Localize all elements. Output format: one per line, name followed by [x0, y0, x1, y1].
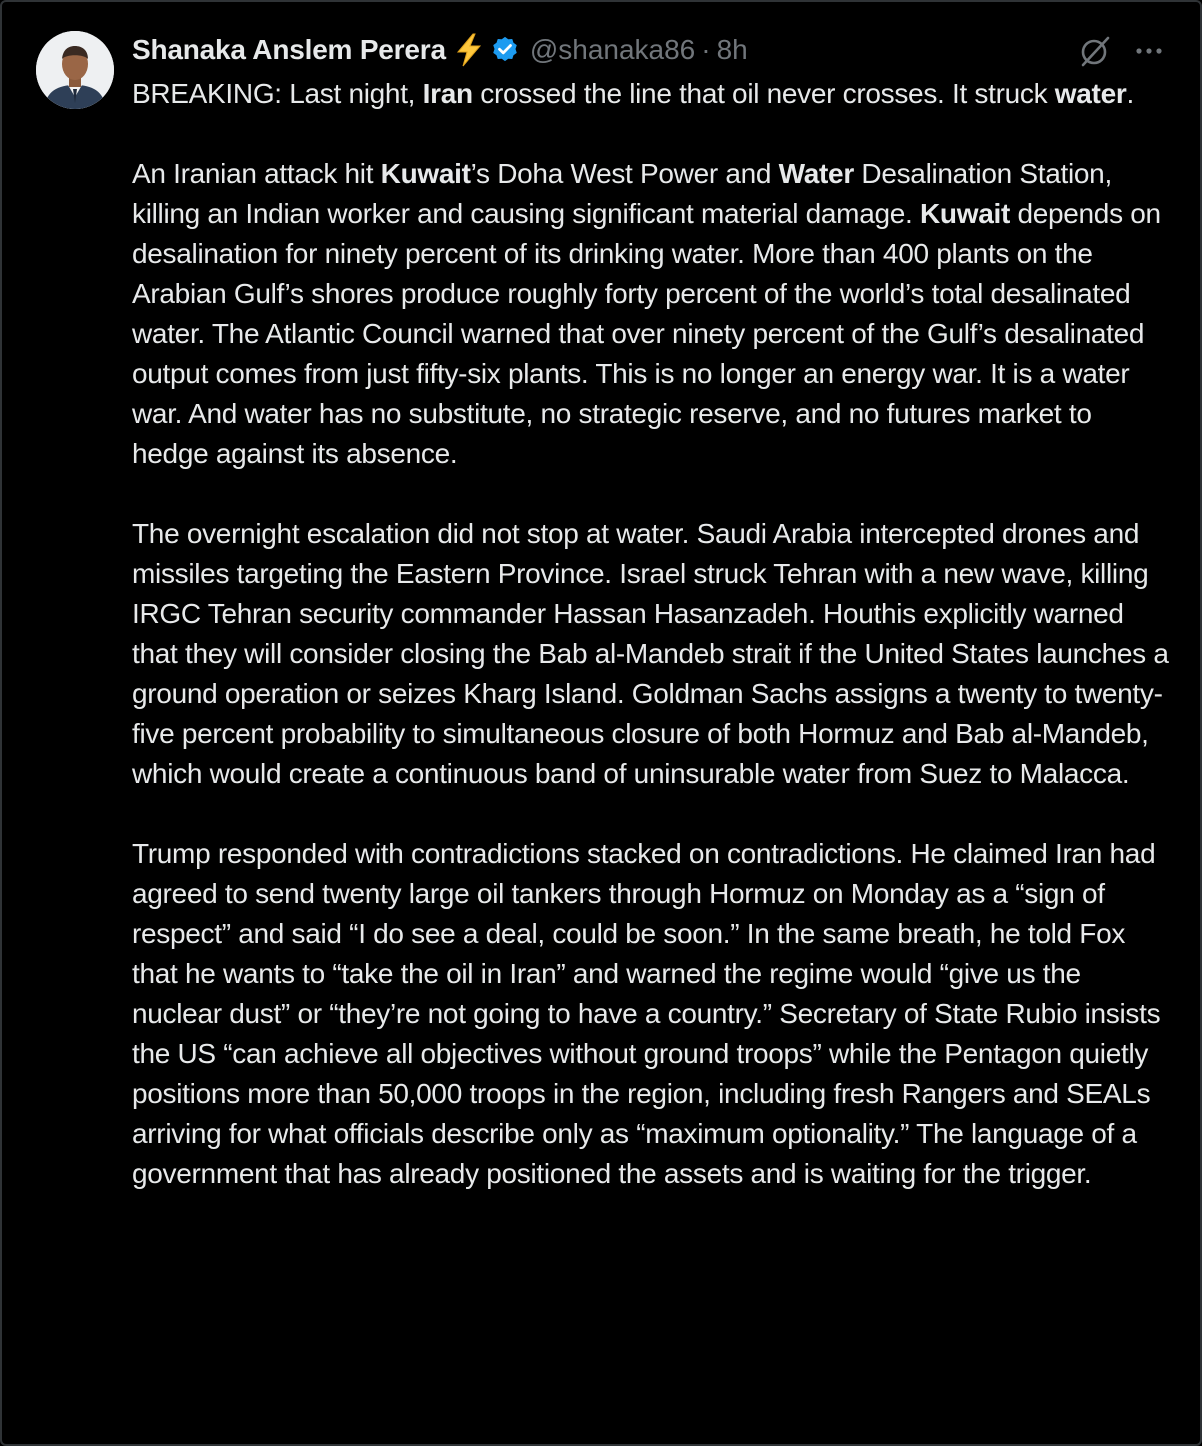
author-handle[interactable]: @shanaka86	[529, 34, 696, 65]
text-run: ’s Doha West Power and	[470, 158, 779, 189]
display-name[interactable]: Shanaka Anslem Perera	[132, 34, 446, 65]
text-run: BREAKING: Last night,	[132, 78, 423, 109]
text-run: .	[1126, 78, 1134, 109]
bold-text: Kuwait	[919, 198, 1010, 229]
tweet-header	[132, 28, 748, 72]
text-run: depends on desalination for ninety percent of its drinking water. More than 400 plants on the Arabian Gulf’s shores produce roughly forty percent of the world’s total desalinated water. The Atlantic Council warned that over ninety percent of the Gulf’s desalinated output comes from just fifty-six plants. This is no longer an energy war. It is a water war. And water has no substitute, no strategic reserve, and no futures market to hedge against its absence.	[132, 198, 1161, 469]
bold-text: water	[1054, 78, 1127, 109]
grok-icon[interactable]	[1078, 34, 1112, 68]
bold-text: Iran	[422, 78, 473, 109]
text-run: crossed the line that oil never crosses. It struck	[472, 78, 1055, 109]
bold-text: Kuwait	[380, 158, 471, 189]
bold-text: Water	[778, 158, 854, 189]
avatar-image	[36, 31, 114, 109]
avatar[interactable]	[36, 31, 114, 109]
more-options-icon[interactable]	[1132, 38, 1166, 64]
text-run: An Iranian attack hit	[132, 158, 381, 189]
tweet-paragraph-2	[132, 154, 1172, 474]
tweet-paragraph-3: The overnight escalation did not stop at water. Saudi Arabia intercepted drones and missiles targeting the Eastern Province. Israel struck Tehran with a new wave, killing IRGC Tehran security commander Hassan Hasanzadeh. Houthis explicitly warned that they will consider closing the Bab al-Mandeb strait if the United States launches a ground operation or seizes Kharg Island. Goldman Sachs assigns a twenty to twenty-five percent probability to simultaneous closure of both Hormuz and Bab al-Mandeb, which would create a continuous band of uninsurable water from Suez to Malacca.	[132, 518, 1169, 789]
header-separator: ·	[701, 34, 711, 65]
tweet-paragraph-1	[132, 74, 1172, 114]
timestamp[interactable]: 8h	[716, 34, 748, 65]
tweet-text	[132, 74, 1172, 1194]
lightning-bolt-icon	[454, 33, 484, 67]
tweet-paragraph-4: Trump responded with contradictions stacked on contradictions. He claimed Iran had agreed to send twenty large oil tankers through Hormuz on Monday as a “sign of respect” and said “I do see a deal, could be soon.” In the same breath, he told Fox that he wants to “take the oil in Iran” and warned the regime would “give us the nuclear dust” or “they’re not going to have a country.” Secretary of State Rubio insists the US “can achieve all objectives without ground troops” while the Pentagon quietly positions more than 50,000 troops in the region, including fresh Rangers and SEALs arriving for what officials describe only as “maximum optionality.” The language of a government that has already positioned the assets and is waiting for the trigger.	[132, 838, 1161, 1189]
verified-badge-icon[interactable]	[490, 35, 520, 65]
text-run: Desalination Station, killing an Indian worker and causing significant material damage.	[132, 158, 1112, 229]
